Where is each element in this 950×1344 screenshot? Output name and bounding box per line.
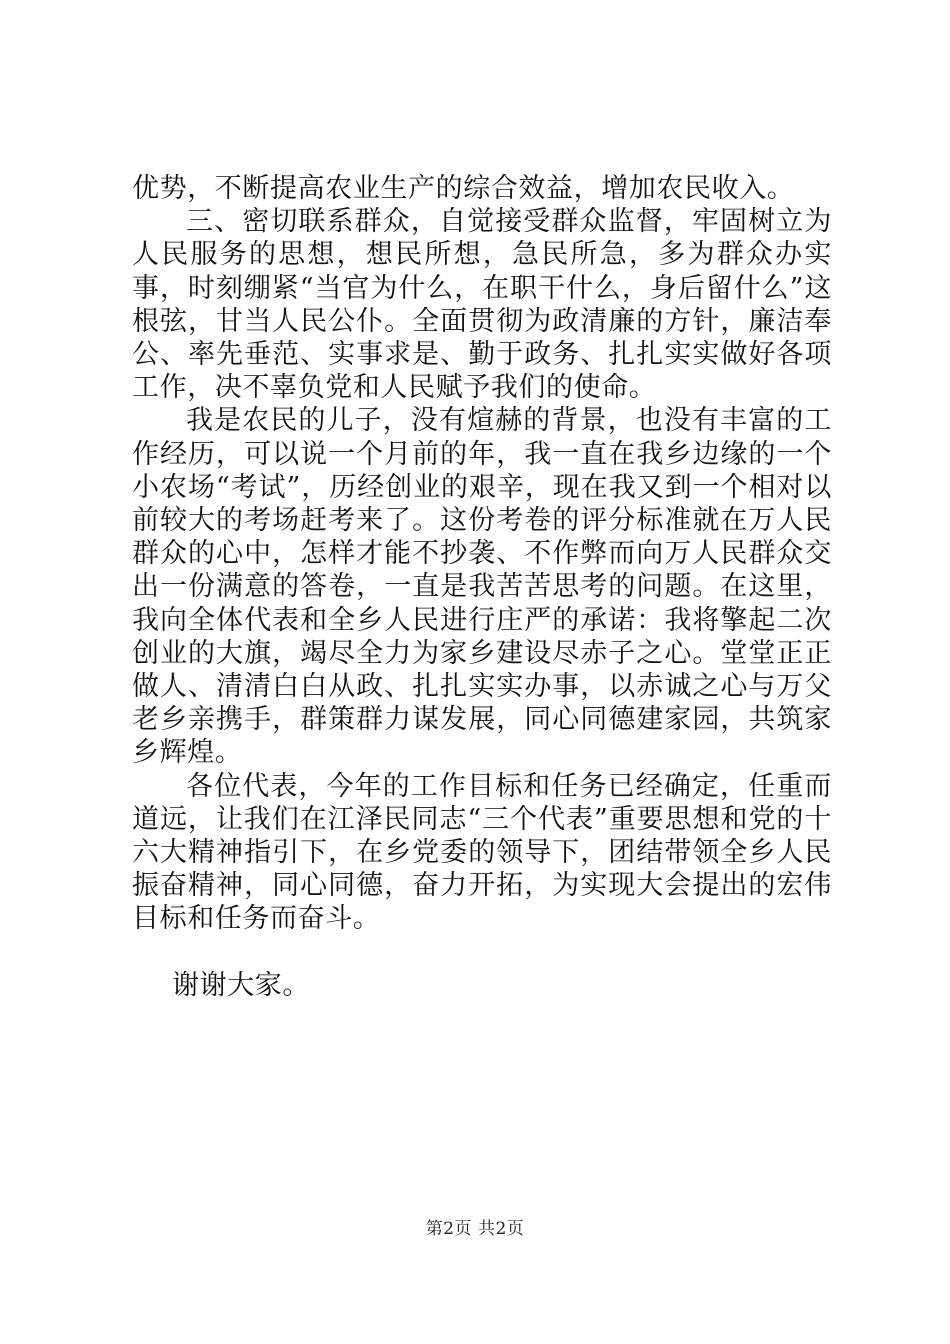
closing-thanks: 谢谢大家。 — [172, 969, 310, 1001]
paragraph-point-three: 三、密切联系群众，自觉接受群众监督，牢固树立为人民服务的思想，想民所想，急民所急，多为群众办实事，时刻绷紧“当官为什么，在职干什么，身后留什么”这根弦，甘当人民公仆。全面贯彻为政清廉的方针，廉洁奉公、率先垂范、实事求是、勤于政务、扎扎实实做好各项工作，决不辜负党和人民赋予我们的使命。 — [132, 206, 832, 404]
document-body — [132, 172, 832, 1002]
paragraph-personal-statement: 我是农民的儿子，没有煊赫的背景，也没有丰富的工作经历，可以说一个月前的年，我一直在我乡边缘的一个小农场“考试”，历经创业的艰辛，现在我又到一个相对以前较大的考场赶考来了。这份考卷的评分标准就在万人民群众的心中，怎样才能不抄袭、不作弊而向万人民群众交出一份满意的答卷，一直是我苦苦思考的问题。在这里，我向全体代表和全乡人民进行庄严的承诺：我将擎起二次创业的大旗，竭尽全力为家乡建设尽赤子之心。堂堂正正做人、清清白白从政、扎扎实实办事，以赤诚之心与万父老乡亲携手，群策群力谋发展，同心同德建家园，共筑家乡辉煌。 — [132, 405, 832, 769]
page-footer: 第2页 共2页 — [425, 1219, 525, 1239]
paragraph-continuation: 优势，不断提高农业生产的综合效益，增加农民收入。 — [132, 173, 795, 204]
paragraph-appeal: 各位代表，今年的工作目标和任务已经确定，任重而道远，让我们在江泽民同志“三个代表”重要思想和党的十六大精神指引下，在乡党委的领导下，团结带领全乡人民振奋精神，同心同德，奋力开拓，为实现大会提出的宏伟目标和任务而奋斗。 — [132, 770, 832, 935]
